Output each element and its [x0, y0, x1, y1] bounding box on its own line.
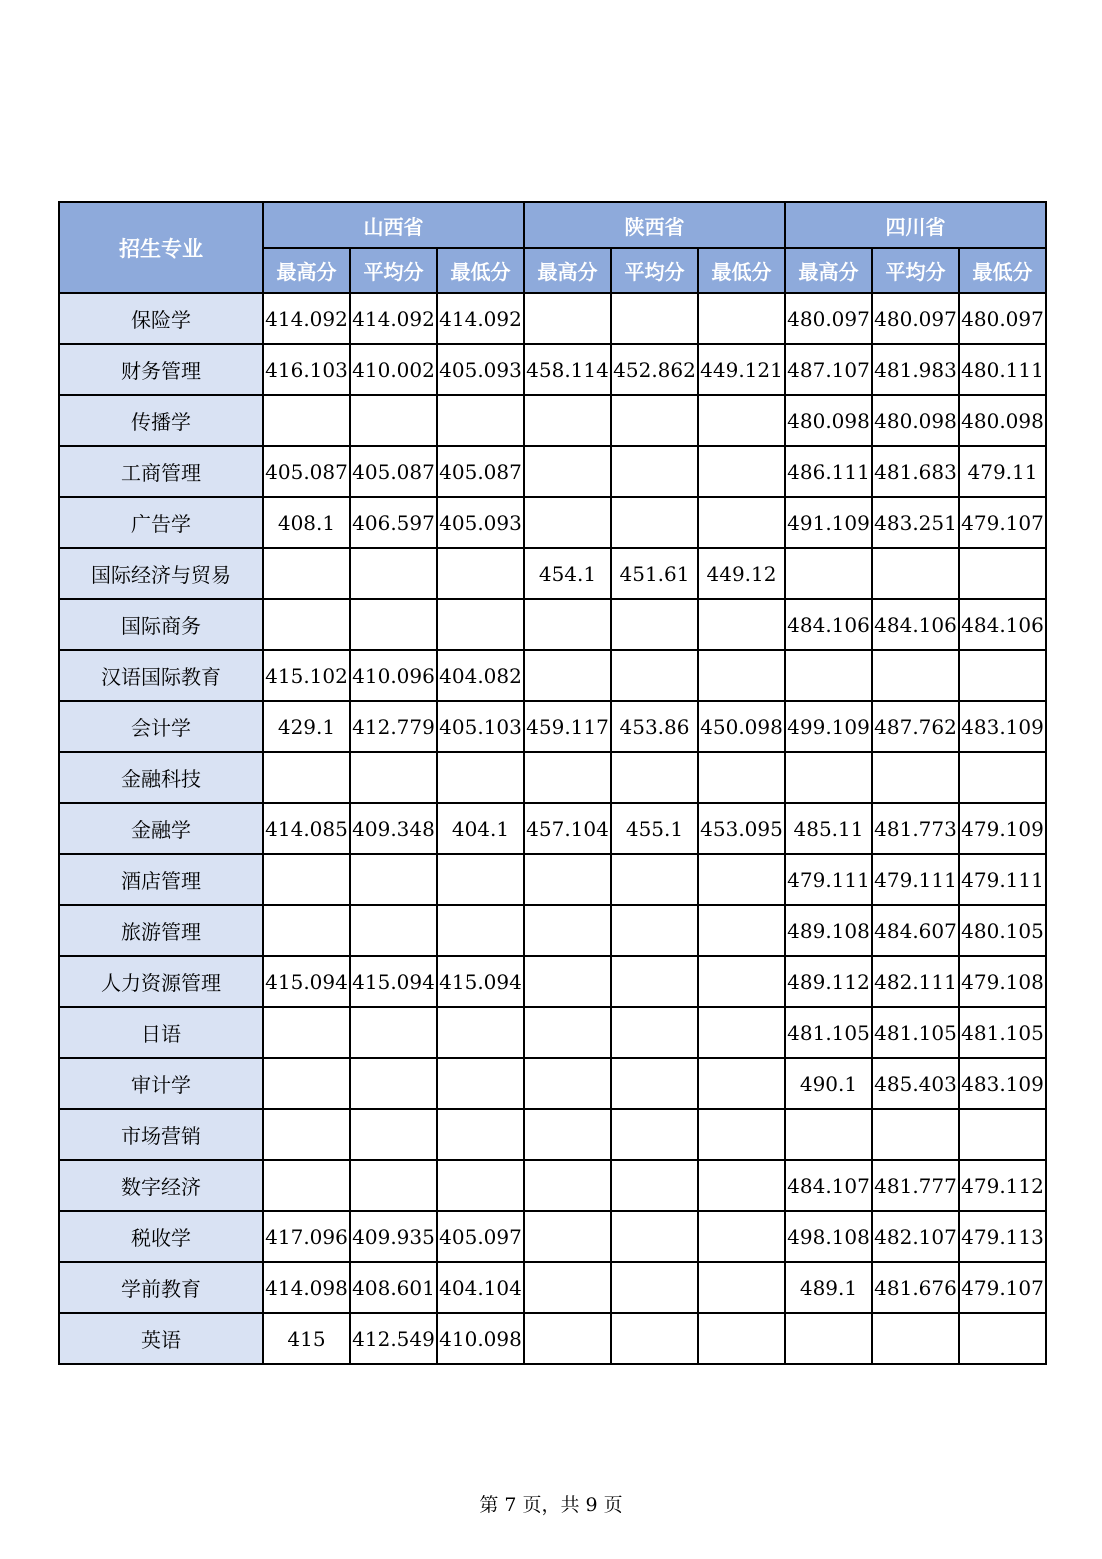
- table-row: [59, 1160, 1046, 1211]
- score-cell: [611, 1109, 698, 1160]
- score-cell: 483.109: [959, 701, 1046, 752]
- score-cell: 482.107: [872, 1211, 959, 1262]
- score-cell: [263, 599, 350, 650]
- sub-header-avg: 平均分: [872, 248, 959, 293]
- score-cell: [350, 854, 437, 905]
- score-cell: [611, 1313, 698, 1364]
- score-cell: 484.106: [872, 599, 959, 650]
- score-cell: 415.094: [263, 956, 350, 1007]
- score-cell: [959, 650, 1046, 701]
- score-cell: [437, 752, 524, 803]
- score-cell: 404.082: [437, 650, 524, 701]
- score-cell: 480.097: [959, 293, 1046, 344]
- score-cell: 412.779: [350, 701, 437, 752]
- score-cell: [611, 854, 698, 905]
- table-row: [59, 548, 1046, 599]
- table-row: [59, 446, 1046, 497]
- score-cell: 486.111: [785, 446, 872, 497]
- major-name-cell: 传播学: [59, 395, 263, 446]
- score-cell: 459.117: [524, 701, 611, 752]
- score-cell: [350, 752, 437, 803]
- sub-header-min: 最低分: [437, 248, 524, 293]
- score-cell: [698, 650, 785, 701]
- table-row: [59, 905, 1046, 956]
- score-cell: 479.113: [959, 1211, 1046, 1262]
- score-cell: [263, 905, 350, 956]
- score-cell: [437, 854, 524, 905]
- sub-header-max: 最高分: [524, 248, 611, 293]
- score-cell: 498.108: [785, 1211, 872, 1262]
- score-cell: [437, 548, 524, 599]
- score-cell: [524, 446, 611, 497]
- score-cell: [350, 599, 437, 650]
- table-row: [59, 1058, 1046, 1109]
- score-cell: 480.097: [872, 293, 959, 344]
- score-cell: 410.096: [350, 650, 437, 701]
- score-cell: 485.11: [785, 803, 872, 854]
- score-cell: 479.107: [959, 497, 1046, 548]
- score-cell: 415: [263, 1313, 350, 1364]
- score-cell: [611, 497, 698, 548]
- score-cell: 485.403: [872, 1058, 959, 1109]
- score-cell: 409.348: [350, 803, 437, 854]
- score-cell: [959, 752, 1046, 803]
- score-cell: 412.549: [350, 1313, 437, 1364]
- table-row: [59, 497, 1046, 548]
- score-cell: 481.676: [872, 1262, 959, 1313]
- major-name-cell: 市场营销: [59, 1109, 263, 1160]
- score-cell: [698, 395, 785, 446]
- score-cell: [263, 395, 350, 446]
- score-cell: [437, 1160, 524, 1211]
- score-cell: [524, 1160, 611, 1211]
- score-cell: 479.111: [785, 854, 872, 905]
- score-cell: [437, 1109, 524, 1160]
- score-cell: [611, 446, 698, 497]
- major-column-header: 招生专业: [59, 202, 263, 293]
- score-cell: 489.112: [785, 956, 872, 1007]
- score-cell: 484.607: [872, 905, 959, 956]
- score-cell: [350, 905, 437, 956]
- score-cell: [524, 752, 611, 803]
- table-row: [59, 701, 1046, 752]
- major-name-cell: 旅游管理: [59, 905, 263, 956]
- score-cell: 408.601: [350, 1262, 437, 1313]
- score-cell: 414.092: [263, 293, 350, 344]
- score-cell: [611, 956, 698, 1007]
- score-cell: [350, 395, 437, 446]
- score-cell: 480.098: [959, 395, 1046, 446]
- score-cell: [524, 905, 611, 956]
- score-cell: 491.109: [785, 497, 872, 548]
- score-cell: 457.104: [524, 803, 611, 854]
- score-cell: [698, 1160, 785, 1211]
- major-name-cell: 数字经济: [59, 1160, 263, 1211]
- table-row: [59, 344, 1046, 395]
- score-cell: [785, 650, 872, 701]
- score-cell: [698, 599, 785, 650]
- score-cell: [350, 1007, 437, 1058]
- score-cell: 410.002: [350, 344, 437, 395]
- score-cell: 481.105: [872, 1007, 959, 1058]
- sub-header-max: 最高分: [785, 248, 872, 293]
- score-cell: 484.106: [959, 599, 1046, 650]
- score-cell: [872, 752, 959, 803]
- score-cell: 405.087: [350, 446, 437, 497]
- score-cell: 479.109: [959, 803, 1046, 854]
- score-cell: [524, 1313, 611, 1364]
- score-cell: 414.092: [350, 293, 437, 344]
- major-name-cell: 学前教育: [59, 1262, 263, 1313]
- major-name-cell: 国际经济与贸易: [59, 548, 263, 599]
- score-cell: [437, 905, 524, 956]
- score-cell: 414.085: [263, 803, 350, 854]
- score-cell: [611, 650, 698, 701]
- major-name-cell: 英语: [59, 1313, 263, 1364]
- table-row: [59, 854, 1046, 905]
- score-cell: 479.112: [959, 1160, 1046, 1211]
- table-row: [59, 1007, 1046, 1058]
- score-cell: 479.111: [872, 854, 959, 905]
- score-cell: [611, 1211, 698, 1262]
- score-cell: 417.096: [263, 1211, 350, 1262]
- score-cell: [785, 1313, 872, 1364]
- score-cell: 479.111: [959, 854, 1046, 905]
- score-cell: 409.935: [350, 1211, 437, 1262]
- score-cell: 484.107: [785, 1160, 872, 1211]
- score-cell: [263, 548, 350, 599]
- score-cell: [524, 1058, 611, 1109]
- score-cell: [524, 650, 611, 701]
- score-cell: 480.097: [785, 293, 872, 344]
- score-cell: [698, 1313, 785, 1364]
- major-name-cell: 会计学: [59, 701, 263, 752]
- score-cell: [263, 1007, 350, 1058]
- score-cell: [698, 497, 785, 548]
- score-cell: 416.103: [263, 344, 350, 395]
- score-cell: [437, 599, 524, 650]
- score-cell: 481.105: [785, 1007, 872, 1058]
- score-cell: [263, 1058, 350, 1109]
- score-cell: [698, 752, 785, 803]
- score-cell: [524, 395, 611, 446]
- score-cell: [785, 752, 872, 803]
- score-cell: 405.103: [437, 701, 524, 752]
- score-cell: [698, 1211, 785, 1262]
- score-cell: 449.12: [698, 548, 785, 599]
- score-cell: 405.087: [263, 446, 350, 497]
- major-name-cell: 广告学: [59, 497, 263, 548]
- score-cell: [350, 1160, 437, 1211]
- major-name-cell: 工商管理: [59, 446, 263, 497]
- province-header-shanxi: 山西省: [263, 202, 524, 248]
- score-cell: [611, 1262, 698, 1313]
- score-cell: [611, 293, 698, 344]
- score-cell: 406.597: [350, 497, 437, 548]
- score-cell: [698, 1007, 785, 1058]
- score-cell: [524, 599, 611, 650]
- score-cell: 453.86: [611, 701, 698, 752]
- score-cell: [350, 548, 437, 599]
- score-cell: [611, 395, 698, 446]
- score-cell: [350, 1058, 437, 1109]
- score-cell: 449.121: [698, 344, 785, 395]
- score-cell: [611, 905, 698, 956]
- table-row: [59, 1313, 1046, 1364]
- score-cell: 450.098: [698, 701, 785, 752]
- score-cell: 451.61: [611, 548, 698, 599]
- table-row: [59, 956, 1046, 1007]
- score-cell: [698, 1058, 785, 1109]
- score-cell: [263, 752, 350, 803]
- score-cell: [959, 548, 1046, 599]
- major-name-cell: 日语: [59, 1007, 263, 1058]
- score-cell: 489.1: [785, 1262, 872, 1313]
- major-name-cell: 保险学: [59, 293, 263, 344]
- score-cell: [698, 1109, 785, 1160]
- score-cell: 415.094: [437, 956, 524, 1007]
- major-name-cell: 人力资源管理: [59, 956, 263, 1007]
- score-cell: 487.762: [872, 701, 959, 752]
- score-cell: 481.105: [959, 1007, 1046, 1058]
- score-cell: 414.098: [263, 1262, 350, 1313]
- score-cell: 454.1: [524, 548, 611, 599]
- score-cell: [785, 548, 872, 599]
- score-cell: [698, 854, 785, 905]
- table-body: [59, 293, 1046, 1364]
- score-cell: 480.105: [959, 905, 1046, 956]
- table-row: [59, 1262, 1046, 1313]
- score-cell: [524, 1211, 611, 1262]
- province-header-sichuan: 四川省: [785, 202, 1046, 248]
- score-cell: 481.773: [872, 803, 959, 854]
- score-cell: 405.097: [437, 1211, 524, 1262]
- table-row: [59, 803, 1046, 854]
- score-cell: [872, 650, 959, 701]
- table-row: [59, 293, 1046, 344]
- score-cell: [524, 497, 611, 548]
- major-name-cell: 财务管理: [59, 344, 263, 395]
- sub-header-min: 最低分: [698, 248, 785, 293]
- sub-header-avg: 平均分: [350, 248, 437, 293]
- score-cell: 483.109: [959, 1058, 1046, 1109]
- major-name-cell: 国际商务: [59, 599, 263, 650]
- score-cell: 480.111: [959, 344, 1046, 395]
- score-cell: [698, 905, 785, 956]
- score-cell: [437, 1058, 524, 1109]
- score-cell: 452.862: [611, 344, 698, 395]
- table-row: [59, 650, 1046, 701]
- score-cell: 408.1: [263, 497, 350, 548]
- table-row: [59, 1211, 1046, 1262]
- score-cell: 487.107: [785, 344, 872, 395]
- score-cell: 415.094: [350, 956, 437, 1007]
- sub-header-min: 最低分: [959, 248, 1046, 293]
- score-cell: [872, 1313, 959, 1364]
- major-name-cell: 税收学: [59, 1211, 263, 1262]
- score-cell: 481.777: [872, 1160, 959, 1211]
- score-cell: 479.11: [959, 446, 1046, 497]
- score-cell: [524, 1109, 611, 1160]
- score-cell: [524, 293, 611, 344]
- score-cell: 453.095: [698, 803, 785, 854]
- province-header-shaanxi: 陕西省: [524, 202, 785, 248]
- score-cell: [872, 548, 959, 599]
- score-cell: [611, 1058, 698, 1109]
- table-row: [59, 395, 1046, 446]
- score-cell: [611, 1007, 698, 1058]
- score-cell: [524, 1262, 611, 1313]
- score-cell: 429.1: [263, 701, 350, 752]
- score-cell: 480.098: [785, 395, 872, 446]
- score-cell: 479.107: [959, 1262, 1046, 1313]
- major-name-cell: 审计学: [59, 1058, 263, 1109]
- score-cell: 455.1: [611, 803, 698, 854]
- score-cell: [872, 1109, 959, 1160]
- score-cell: 481.983: [872, 344, 959, 395]
- score-cell: [524, 1007, 611, 1058]
- sub-header-avg: 平均分: [611, 248, 698, 293]
- score-cell: [263, 1109, 350, 1160]
- score-cell: [611, 1160, 698, 1211]
- score-cell: 405.093: [437, 344, 524, 395]
- score-cell: [350, 1109, 437, 1160]
- score-cell: [611, 752, 698, 803]
- page-number-footer: 第 7 页，共 9 页: [479, 1494, 623, 1516]
- score-cell: [959, 1313, 1046, 1364]
- score-cell: [524, 854, 611, 905]
- major-name-cell: 汉语国际教育: [59, 650, 263, 701]
- score-cell: 489.108: [785, 905, 872, 956]
- major-name-cell: 酒店管理: [59, 854, 263, 905]
- score-cell: [611, 599, 698, 650]
- score-cell: 481.683: [872, 446, 959, 497]
- score-cell: 483.251: [872, 497, 959, 548]
- score-cell: 458.114: [524, 344, 611, 395]
- score-cell: 404.1: [437, 803, 524, 854]
- score-cell: 479.108: [959, 956, 1046, 1007]
- score-cell: [698, 293, 785, 344]
- score-cell: 482.111: [872, 956, 959, 1007]
- major-name-cell: 金融科技: [59, 752, 263, 803]
- sub-header-max: 最高分: [263, 248, 350, 293]
- score-cell: 480.098: [872, 395, 959, 446]
- score-cell: 484.106: [785, 599, 872, 650]
- score-cell: 405.087: [437, 446, 524, 497]
- score-cell: 404.104: [437, 1262, 524, 1313]
- score-cell: [959, 1109, 1046, 1160]
- score-cell: [524, 956, 611, 1007]
- table-row: [59, 599, 1046, 650]
- score-cell: [698, 1262, 785, 1313]
- table-row: [59, 752, 1046, 803]
- score-cell: 410.098: [437, 1313, 524, 1364]
- score-cell: 499.109: [785, 701, 872, 752]
- score-cell: 415.102: [263, 650, 350, 701]
- score-cell: [263, 1160, 350, 1211]
- score-cell: [437, 395, 524, 446]
- major-name-cell: 金融学: [59, 803, 263, 854]
- score-cell: 405.093: [437, 497, 524, 548]
- score-cell: [263, 854, 350, 905]
- admission-score-table: [58, 201, 1047, 1365]
- score-cell: [785, 1109, 872, 1160]
- score-cell: [437, 1007, 524, 1058]
- table-row: [59, 1109, 1046, 1160]
- score-cell: 414.092: [437, 293, 524, 344]
- score-cell: [698, 446, 785, 497]
- score-cell: 490.1: [785, 1058, 872, 1109]
- score-cell: [698, 956, 785, 1007]
